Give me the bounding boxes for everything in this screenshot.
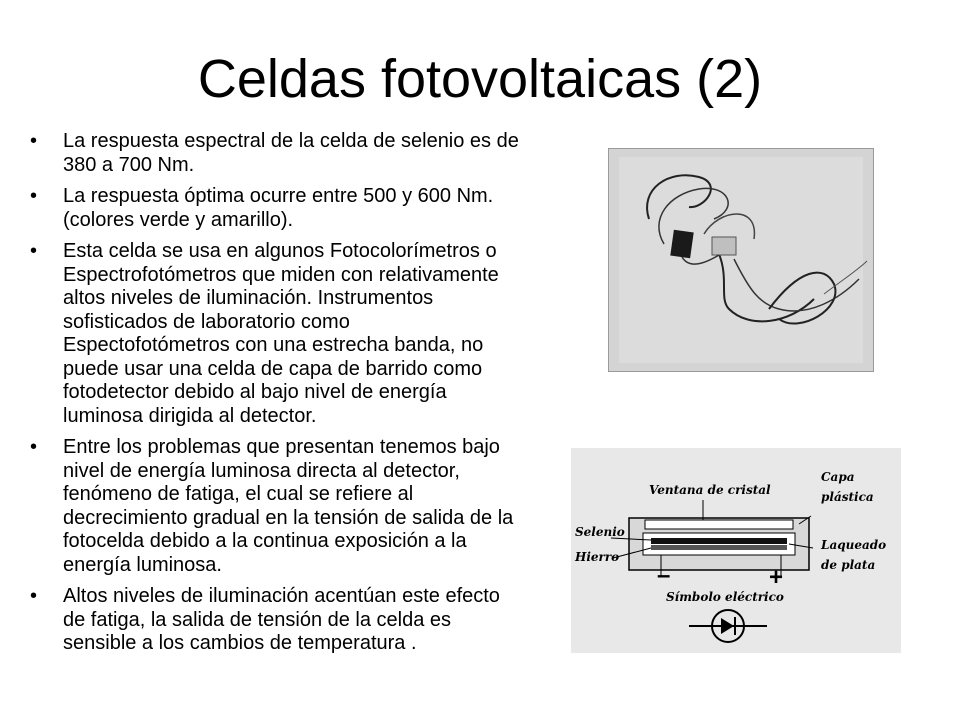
bullet-list [30,130,520,664]
bullet-item: • Esta celda se usa en algunos Fotocolorímetros o Espectrofotómetros que miden con relativamente altos niveles de iluminación. Instrumentos sofisticados de laboratorio como Espectofotómetros con una estrecha banda, no puede usar una celda de capa de barrido como fotodetector debido al bajo nivel de energía luminosa dirigida al detector. [30,240,520,428]
minus-sign: – [657,562,671,589]
slide-title: Celdas fotovoltaicas (2) [197,49,763,109]
silver-lacquer-label: de plata [821,558,876,572]
plastic-layer-label: plástica [821,490,874,504]
photocell-photo [608,148,874,372]
bullet-item: • Entre los problemas que presentan tenemos bajo nivel de energía luminosa directa al detector, fenómeno de fatiga, el cual se refiere al decrecimiento gradual en la tensión de salida de la fotocelda debido a la continua exposición a la energía luminosa. [30,436,520,577]
bullet-item: • La respuesta óptima ocurre entre 500 y 600 Nm. (colores verde y amarillo). [30,185,520,232]
electrical-symbol-label: Símbolo eléctrico [666,590,784,604]
silver-lacquer-label: Laqueado [821,538,887,552]
plastic-layer-label: Capa [821,470,855,484]
iron-label: Hierro [575,550,620,564]
selenium-cell-diagram [571,448,901,653]
selenium-label: Selenio [575,525,625,539]
plus-sign: + [769,564,784,591]
bullet-item: • Altos niveles de iluminación acentúan este efecto de fatiga, la salida de tensión de la celda es sensible a los cambios de temperatura . [30,585,520,656]
bullet-item: • La respuesta espectral de la celda de selenio es de 380 a 700 Nm. [30,130,520,177]
window-label: Ventana de cristal [649,483,771,497]
